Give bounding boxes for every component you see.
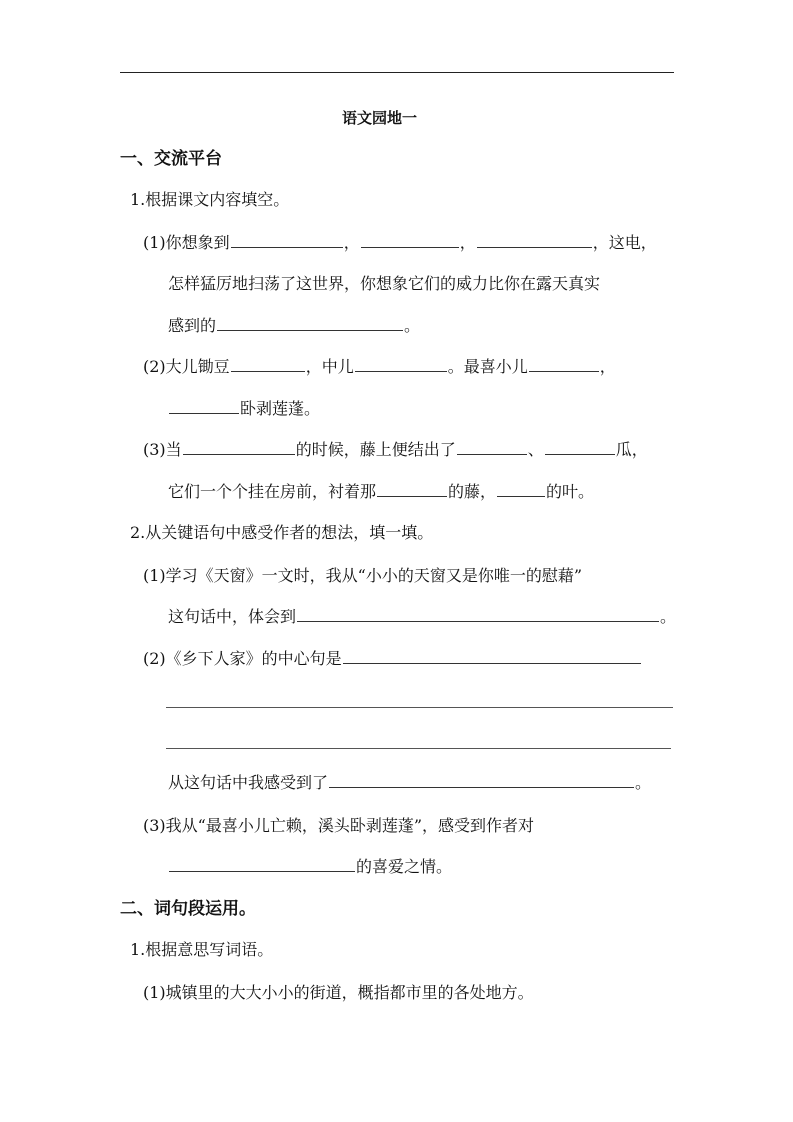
q1-item-1-line-1 <box>143 232 657 254</box>
item-number: (3) <box>143 816 166 835</box>
q1-item-3-text-e: 它们一个个挂在房前，衬着那 <box>168 482 377 501</box>
q1-item-1-text-b: ，这电， <box>592 233 657 252</box>
q1-item-1-line-2: 怎样猛厉地扫荡了这世界，你想象它们的威力比你在露天真实 <box>168 274 601 293</box>
q1-item-2-text-c: 。最喜小儿 <box>447 357 528 376</box>
answer-blank[interactable] <box>529 357 599 372</box>
q1-item-2-text-b: ，中儿 <box>305 357 354 376</box>
answer-line[interactable] <box>166 748 671 749</box>
answer-blank[interactable] <box>343 649 641 664</box>
punct: ， <box>599 357 616 376</box>
q2-item-2-text-b: 从这句话中我感受到了 <box>168 773 329 792</box>
q1-item-2-text-e: 卧剥莲蓬。 <box>240 399 321 418</box>
q2-item-2-line-1 <box>143 648 642 670</box>
q1-item-3-text-d: 瓜， <box>615 440 648 459</box>
answer-blank[interactable] <box>377 482 447 497</box>
q1-item-3-text-a: 当 <box>165 440 182 459</box>
q1-item-3-line-1 <box>143 439 648 461</box>
q1-item-3-text-g: 的叶。 <box>546 482 595 501</box>
answer-blank[interactable] <box>355 357 447 372</box>
answer-blank[interactable] <box>231 357 305 372</box>
s2-question-1-stem: 1.根据意思写词语。 <box>130 940 274 959</box>
q1-item-3-line-2 <box>168 481 594 503</box>
punct: ， <box>343 233 360 252</box>
answer-blank[interactable] <box>169 857 355 872</box>
answer-blank[interactable] <box>361 233 459 248</box>
q2-item-2-line-4 <box>168 772 651 794</box>
punct: 、 <box>527 440 544 459</box>
item-number: (1) <box>143 566 166 585</box>
answer-blank[interactable] <box>545 440 615 455</box>
answer-blank[interactable] <box>169 399 239 414</box>
q1-item-1-line-3 <box>168 315 420 337</box>
q2-item-3-line-2 <box>168 856 452 878</box>
answer-blank[interactable] <box>497 482 545 497</box>
section-heading-2: 二、词句段运用。 <box>120 899 256 919</box>
answer-line[interactable] <box>166 707 673 708</box>
punct: 。 <box>404 316 421 335</box>
answer-blank[interactable] <box>183 440 295 455</box>
q1-item-2-line-2 <box>168 398 320 420</box>
header-rule <box>120 72 674 73</box>
q1-item-1-text-c: 感到的 <box>168 316 217 335</box>
q1-item-3-text-b: 的时候，藤上便结出了 <box>295 440 456 459</box>
q2-item-3-line-1 <box>143 815 534 837</box>
punct: 。 <box>635 773 652 792</box>
q2-item-1-text-a: 学习《天窗》一文时，我从“小小的天窗又是你唯一的慰藉” <box>165 566 583 585</box>
answer-blank[interactable] <box>297 607 659 622</box>
item-number: (3) <box>143 440 166 459</box>
page-title: 语文园地一 <box>342 109 418 127</box>
q1-item-2-line-1 <box>143 356 616 378</box>
s2-q1-item-1 <box>143 982 534 1004</box>
item-number: (2) <box>143 649 166 668</box>
q1-item-1-text-a: 你想象到 <box>165 233 230 252</box>
answer-blank[interactable] <box>217 316 403 331</box>
answer-blank[interactable] <box>457 440 527 455</box>
q1-item-2-text-a: 大儿锄豆 <box>165 357 230 376</box>
item-number: (1) <box>143 983 166 1002</box>
section-heading-1: 一、交流平台 <box>120 149 222 169</box>
q2-item-1-text-b: 这句话中，体会到 <box>168 607 297 626</box>
q2-item-3-text-a: 我从“最喜小儿亡赖，溪头卧剥莲蓬”，感受到作者对 <box>165 816 535 835</box>
punct: 。 <box>660 607 677 626</box>
punct: ， <box>459 233 476 252</box>
answer-blank[interactable] <box>231 233 343 248</box>
item-number: (1) <box>143 233 166 252</box>
answer-blank[interactable] <box>477 233 592 248</box>
q2-item-2-text-a: 《乡下人家》的中心句是 <box>165 649 342 668</box>
answer-blank[interactable] <box>329 773 634 788</box>
q2-item-3-text-b: 的喜爱之情。 <box>356 857 453 876</box>
s2-q1-item-1-text: 城镇里的大大小小的街道，概指都市里的各处地方。 <box>165 983 534 1002</box>
q2-item-1-line-1 <box>143 565 582 587</box>
question-1-stem: 1.根据课文内容填空。 <box>130 190 290 209</box>
question-2-stem: 2.从关键语句中感受作者的想法，填一填。 <box>130 523 434 542</box>
q2-item-1-line-2 <box>168 606 676 628</box>
item-number: (2) <box>143 357 166 376</box>
q1-item-3-text-f: 的藤， <box>448 482 497 501</box>
